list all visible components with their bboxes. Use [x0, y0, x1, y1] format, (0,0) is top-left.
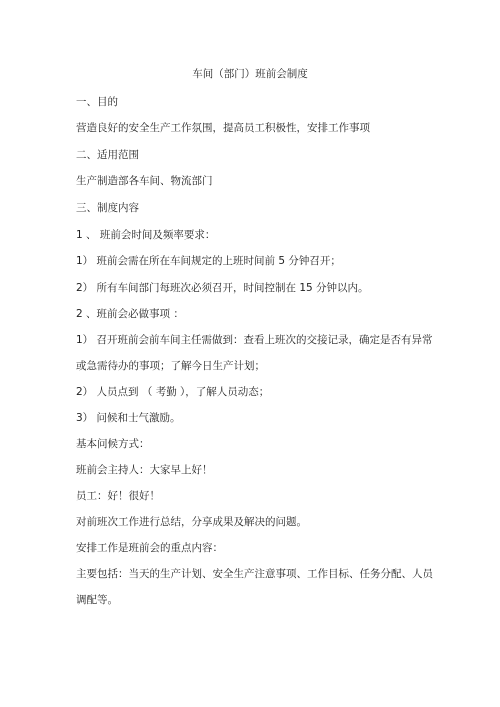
- heading-scope: 二、适用范围: [76, 149, 139, 161]
- subitem-task-1: 1） 召开班前会前车间主任需做到：查看上班次的交接记录，确定是否有异常: [76, 334, 433, 346]
- subitem-time-2: 2） 所有车间部门每班次必须召开，时间控制在 15 分钟以内。: [76, 282, 369, 294]
- subitem-time-1: 1） 班前会需在所在车间规定的上班时间前 5 分钟召开；: [76, 255, 341, 267]
- greeting-heading: 基本问候方式：: [76, 438, 150, 450]
- work-arrangement-text: 主要包括：当天的生产计划、安全生产注意事项、工作目标、任务分配、人员: [76, 568, 433, 580]
- heading-content: 三、制度内容: [76, 202, 139, 214]
- subitem-task-1-cont: 或急需待办的事项；了解今日生产计划；: [76, 360, 265, 372]
- greeting-staff: 员工：好！很好！: [76, 490, 160, 502]
- item-required-tasks: 2 、班前会必做事项 ：: [76, 308, 184, 320]
- greeting-host: 班前会主持人：大家早上好！: [76, 464, 213, 476]
- purpose-text: 营造良好的安全生产工作氛围，提高员工积极性，安排工作事项: [76, 122, 370, 134]
- document-title: 车间（部门）班前会制度: [192, 68, 308, 80]
- scope-text: 生产制造部各车间、物流部门: [76, 175, 213, 187]
- heading-purpose: 一、目的: [76, 96, 118, 108]
- item-time-frequency: 1 、 班前会时间及频率要求：: [76, 229, 216, 241]
- subitem-task-3: 3） 问候和士气激励。: [76, 412, 181, 424]
- subitem-task-2: 2） 人员点到 （ 考勤 ），了解人员动态；: [76, 386, 270, 398]
- work-arrangement-heading: 安排工作是班前会的重点内容：: [76, 542, 223, 554]
- summary-text: 对前班次工作进行总结，分享成果及解决的问题。: [76, 516, 307, 528]
- work-arrangement-cont: 调配等。: [76, 594, 118, 606]
